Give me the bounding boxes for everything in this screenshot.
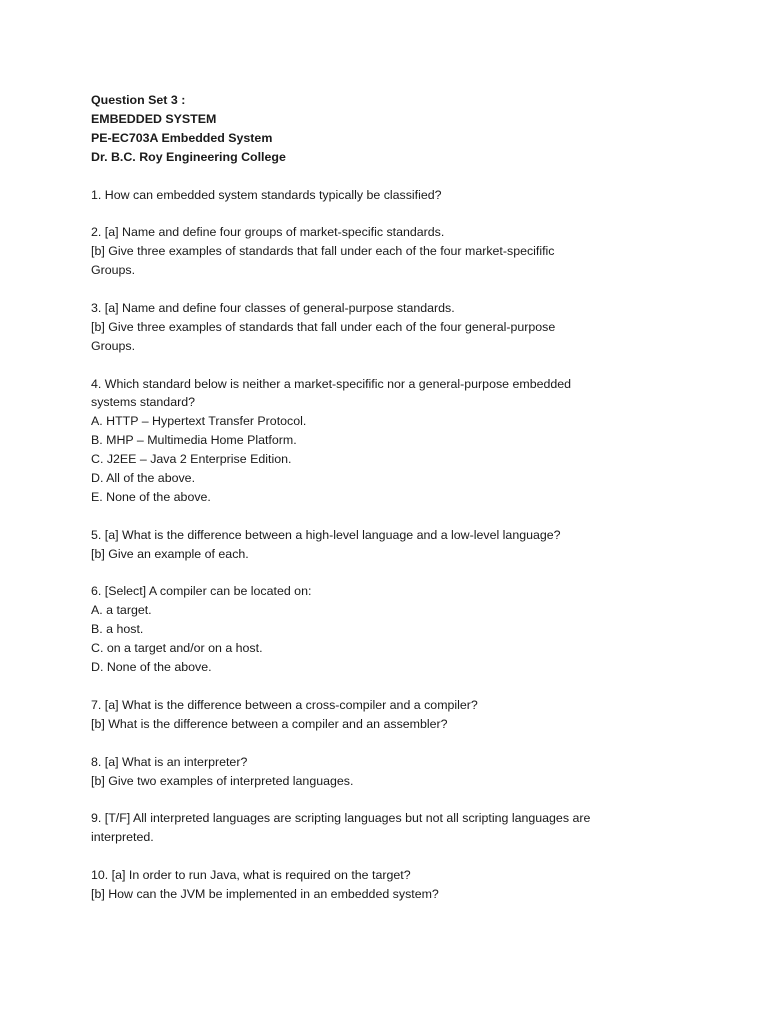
question-spacer (91, 677, 691, 696)
question-spacer (91, 204, 691, 223)
question-text-line: C. on a target and/or on a host. (91, 641, 263, 656)
question-text-line: A. HTTP – Hypertext Transfer Protocol. (91, 414, 307, 429)
course-code: PE-EC703A Embedded System (91, 130, 273, 145)
question-item (91, 696, 691, 734)
question-spacer (91, 507, 691, 526)
question-text-line: [b] How can the JVM be implemented in an embedded system? (91, 886, 439, 901)
question-item (91, 299, 691, 356)
question-spacer (91, 564, 691, 583)
question-text-line: [b] Give an example of each. (91, 546, 249, 561)
question-text-line: 1. How can embedded system standards typically be classified? (91, 187, 442, 202)
college-name: Dr. B.C. Roy Engineering College (91, 149, 286, 164)
question-text-line: 2. [a] Name and define four groups of market-specific standards. (91, 225, 445, 240)
question-spacer (91, 790, 691, 809)
question-spacer (91, 167, 691, 186)
question-text-line: B. MHP – Multimedia Home Platform. (91, 433, 297, 448)
question-spacer (91, 356, 691, 375)
question-text-line: Groups. (91, 263, 136, 278)
question-text-line: 4. Which standard below is neither a market-specifific nor a general-purpose embedded (91, 376, 572, 391)
question-item (91, 186, 691, 205)
question-item (91, 866, 691, 904)
question-text-line: Groups. (91, 338, 136, 353)
question-spacer (91, 734, 691, 753)
question-text-line: 8. [a] What is an interpreter? (91, 754, 248, 769)
question-spacer (91, 280, 691, 299)
question-text-line: 3. [a] Name and define four classes of general-purpose standards. (91, 300, 455, 315)
question-item (91, 809, 691, 847)
question-text-line: [b] Give three examples of standards that fall under each of the four market-specifific (91, 244, 555, 259)
question-text-line: 9. [T/F] All interpreted languages are scripting languages but not all scripting languages are (91, 811, 591, 826)
document-body (91, 91, 691, 904)
question-text-line: [b] Give two examples of interpreted languages. (91, 773, 354, 788)
question-text-line: E. None of the above. (91, 489, 211, 504)
question-text-line: D. None of the above. (91, 660, 212, 675)
question-text-line: D. All of the above. (91, 471, 196, 486)
question-text-line: [b] Give three examples of standards that fall under each of the four general-purpose (91, 319, 556, 334)
question-set-title: Question Set 3 : (91, 93, 186, 107)
question-text-line: 10. [a] In order to run Java, what is required on the target? (91, 868, 411, 882)
question-item (91, 223, 691, 280)
subject-title: EMBEDDED SYSTEM (91, 111, 217, 126)
question-spacer (91, 847, 691, 866)
question-item (91, 582, 691, 677)
question-text-line: 7. [a] What is the difference between a cross-compiler and a compiler? (91, 697, 478, 712)
question-text-line: A. a target. (91, 603, 152, 618)
question-text-line: 5. [a] What is the difference between a high-level language and a low-level language? (91, 527, 561, 542)
question-text-line: [b] What is the difference between a compiler and an assembler? (91, 716, 448, 731)
question-list (91, 167, 691, 904)
question-text-line: C. J2EE – Java 2 Enterprise Edition. (91, 452, 292, 467)
question-item (91, 753, 691, 791)
question-text-line: B. a host. (91, 622, 144, 637)
question-item (91, 375, 691, 507)
document-header (91, 91, 691, 167)
question-text-line: interpreted. (91, 830, 154, 845)
question-text-line: systems standard? (91, 395, 195, 410)
question-item (91, 526, 691, 564)
question-text-line: 6. [Select] A compiler can be located on: (91, 584, 312, 599)
